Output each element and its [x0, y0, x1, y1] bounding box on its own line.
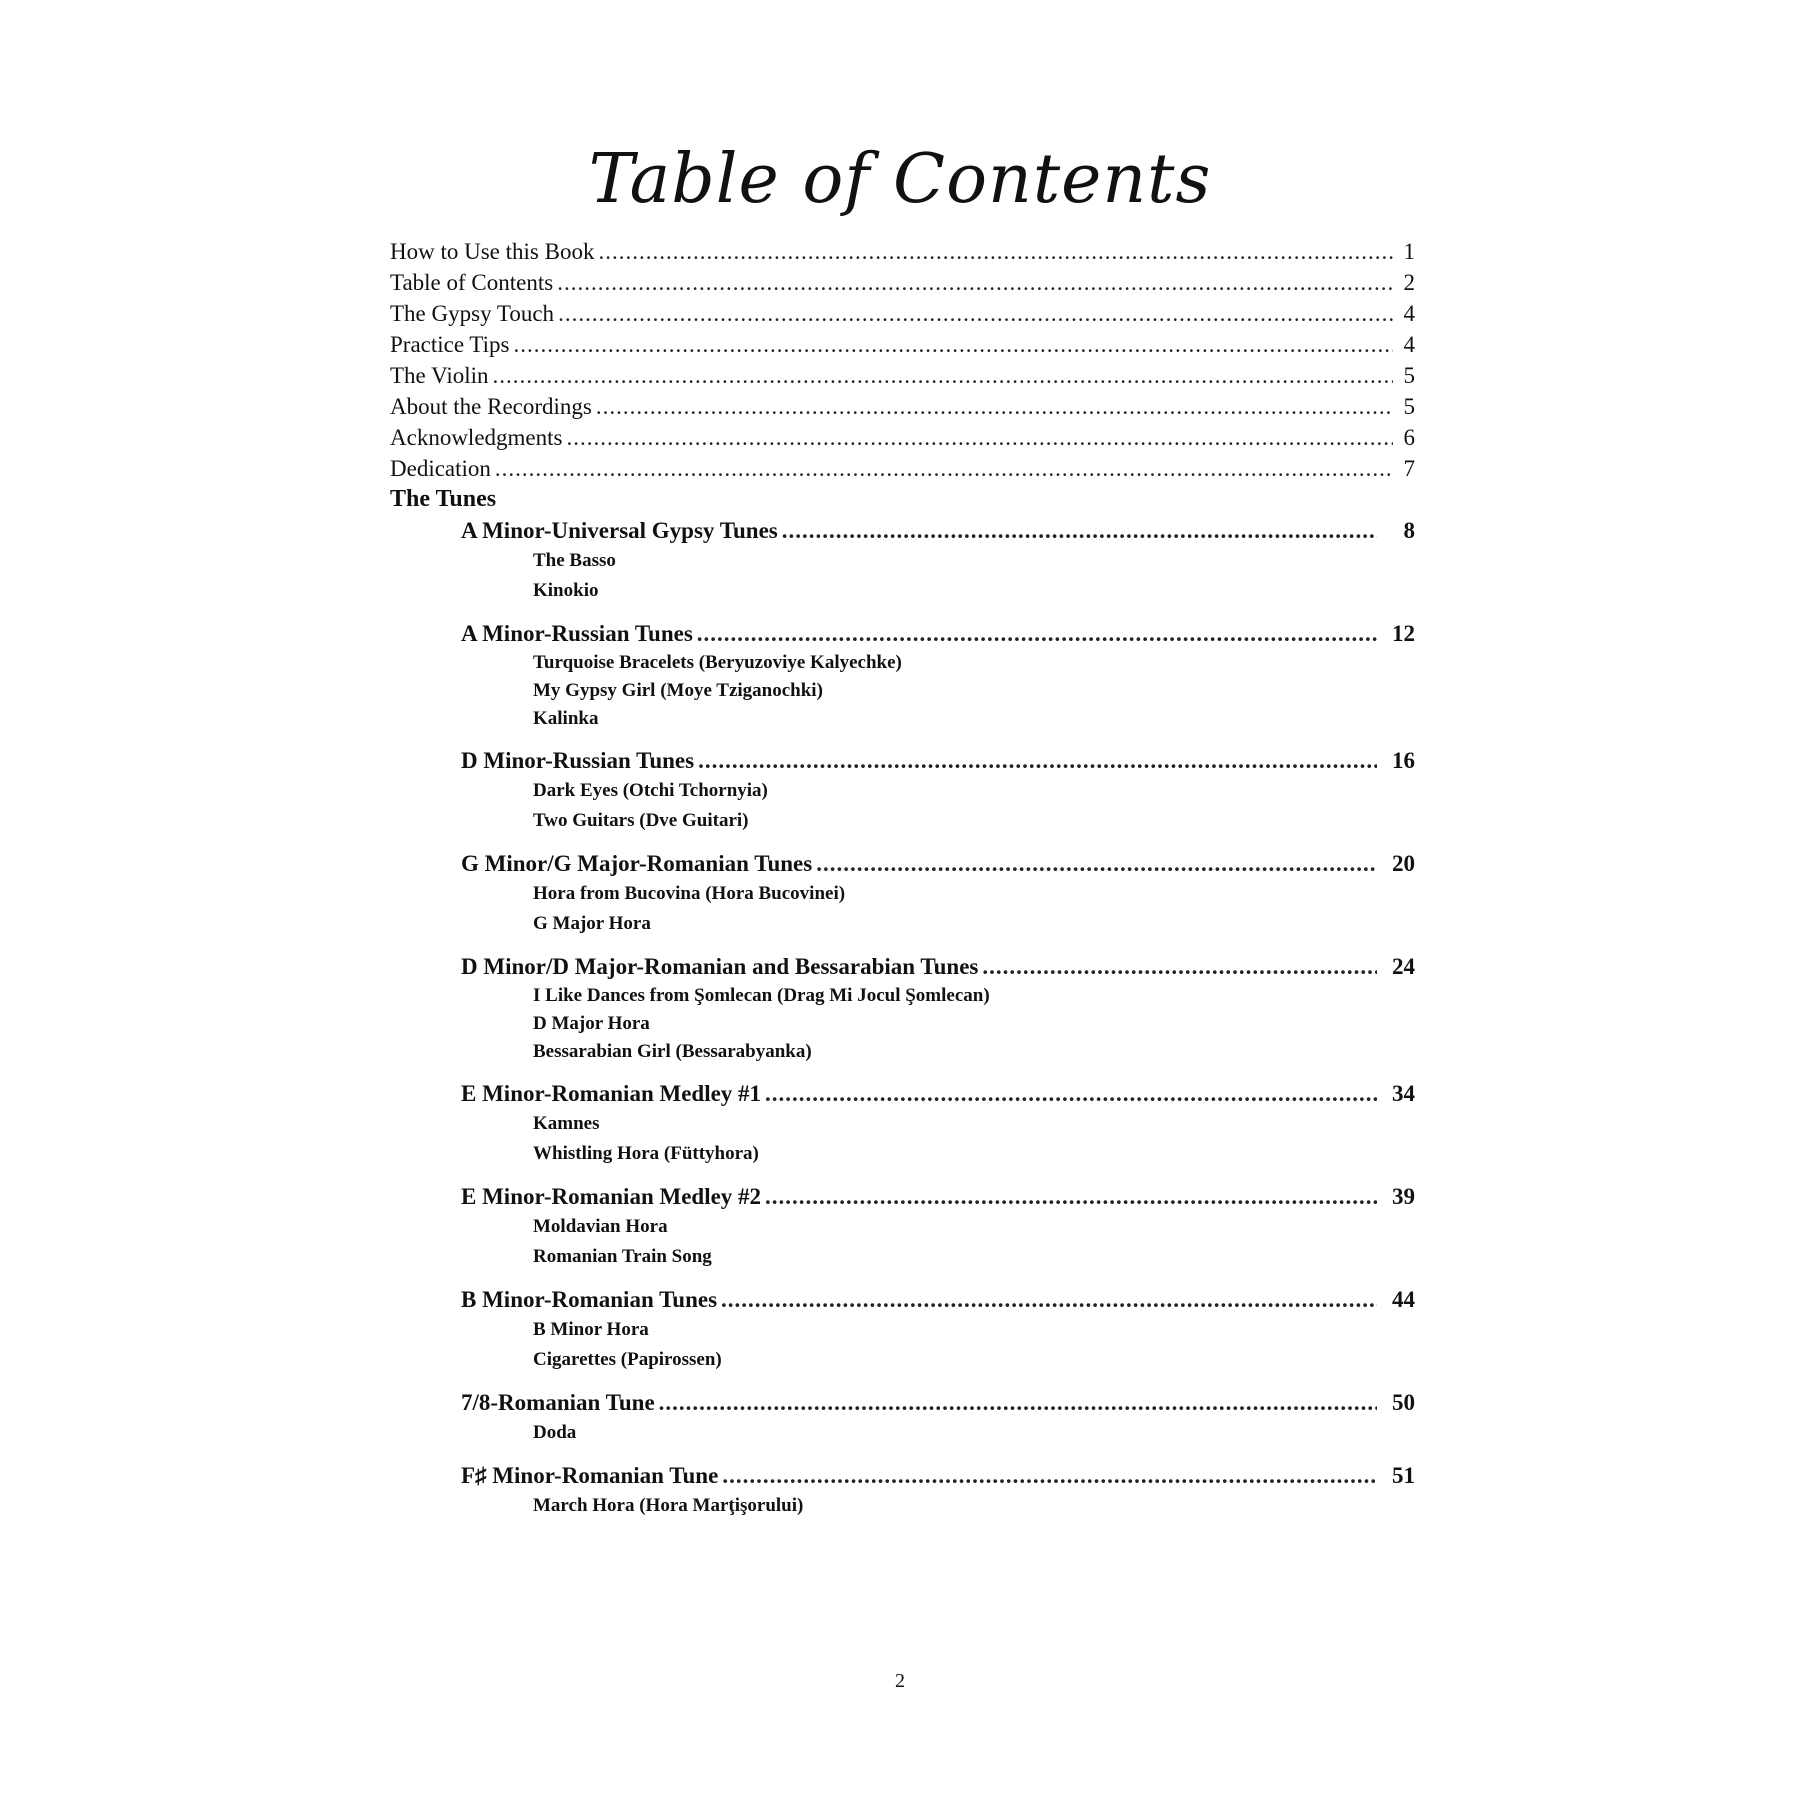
tune-group [461, 1284, 1415, 1375]
toc-entry-label: How to Use this Book [390, 239, 595, 264]
tune-group-page: 20 [1392, 851, 1415, 876]
toc-entry [390, 391, 1415, 422]
toc-entry [390, 298, 1415, 329]
leader-dots [765, 1078, 1377, 1109]
leader-dots [722, 1460, 1377, 1491]
tune-group-label: E Minor-Romanian Medley #2 [461, 1184, 762, 1209]
tune-title: Cigarettes (Papirossen) [533, 1349, 722, 1370]
tune-group-label: F♯ Minor-Romanian Tune [461, 1463, 719, 1488]
tune-group-heading [461, 515, 1415, 546]
tune-group-label: A Minor-Russian Tunes [461, 621, 693, 646]
tune-group-label: D Minor-Russian Tunes [461, 748, 695, 773]
toc-entry-page: 4 [1403, 301, 1415, 326]
toc-entry-page: 6 [1403, 425, 1415, 450]
leader-dots [558, 298, 1393, 329]
tune-group-heading [461, 745, 1415, 776]
tune-group [461, 745, 1415, 836]
tune-title: My Gypsy Girl (Moye Tziganochki) [533, 680, 823, 701]
tune-group-page: 50 [1392, 1390, 1415, 1415]
tune-group-page: 8 [1403, 518, 1415, 543]
tune-title: B Minor Hora [533, 1319, 649, 1340]
tune-group-heading [461, 1078, 1415, 1109]
leader-dots [659, 1387, 1377, 1418]
tune-group-heading [461, 1387, 1415, 1418]
page-title: Table of Contents [588, 140, 1212, 219]
toc-entry-page: 1 [1403, 239, 1415, 264]
leader-dots [697, 618, 1377, 649]
toc-entry [390, 329, 1415, 360]
tune-title: Whistling Hora (Füttyhora) [533, 1143, 759, 1164]
table-of-contents [390, 236, 1415, 1533]
leader-dots [513, 329, 1393, 360]
tune-group-page: 12 [1392, 621, 1415, 646]
tune-group-page: 24 [1392, 954, 1415, 979]
tune-group-page: 51 [1392, 1463, 1415, 1488]
tune-title: I Like Dances from Şomlecan (Drag Mi Jocul Şomlecan) [533, 985, 990, 1006]
tune-title: Turquoise Bracelets (Beryuzoviye Kalyechke) [533, 652, 902, 673]
tune-title: Bessarabian Girl (Bessarabyanka) [533, 1041, 812, 1062]
tune-title: Kamnes [533, 1113, 600, 1134]
tune-group-heading [461, 1460, 1415, 1491]
toc-entry-label: About the Recordings [390, 394, 592, 419]
tune-group [461, 1181, 1415, 1272]
tune-title: Moldavian Hora [533, 1216, 668, 1237]
leader-dots [566, 422, 1393, 453]
tune-group [461, 515, 1415, 606]
tune-group-heading [461, 848, 1415, 879]
toc-entry-page: 4 [1403, 332, 1415, 357]
toc-entry-label: The Gypsy Touch [390, 301, 555, 326]
page-number: 2 [895, 1670, 905, 1692]
tune-groups [390, 515, 1415, 1521]
leader-dots [495, 453, 1393, 484]
leader-dots [598, 236, 1393, 267]
tune-group [461, 951, 1415, 1066]
leader-dots [765, 1181, 1377, 1212]
tune-group-heading [461, 1181, 1415, 1212]
section-heading: The Tunes [390, 486, 497, 512]
tune-group-label: A Minor-Universal Gypsy Tunes [461, 518, 778, 543]
leader-dots [557, 267, 1393, 298]
tune-group-page: 16 [1392, 748, 1415, 773]
leader-dots [721, 1284, 1377, 1315]
tune-title: Dark Eyes (Otchi Tchornyia) [533, 780, 768, 801]
tune-group-label: E Minor-Romanian Medley #1 [461, 1081, 762, 1106]
intro-list [390, 236, 1415, 484]
tune-title: The Basso [533, 550, 616, 571]
toc-entry-label: Practice Tips [390, 332, 510, 357]
leader-dots [816, 848, 1377, 879]
tune-group-heading [461, 1284, 1415, 1315]
tune-group-label: B Minor-Romanian Tunes [461, 1287, 718, 1312]
tune-group-page: 39 [1392, 1184, 1415, 1209]
leader-dots [493, 360, 1394, 391]
toc-entry-page: 5 [1403, 394, 1415, 419]
toc-entry [390, 453, 1415, 484]
toc-entry [390, 236, 1415, 267]
tune-group [461, 1387, 1415, 1448]
toc-entry [390, 360, 1415, 391]
tune-group-label: 7/8-Romanian Tune [461, 1390, 655, 1415]
tune-title: Kinokio [533, 580, 599, 601]
tune-title: Hora from Bucovina (Hora Bucovinei) [533, 883, 846, 904]
tune-group [461, 848, 1415, 939]
leader-dots [596, 391, 1393, 422]
toc-entry-label: Dedication [390, 456, 491, 481]
toc-entry-page: 5 [1403, 363, 1415, 388]
tune-title: G Major Hora [533, 913, 651, 934]
toc-entry-page: 7 [1403, 456, 1415, 481]
leader-dots [782, 515, 1377, 546]
tune-group-page: 34 [1392, 1081, 1415, 1106]
toc-entry [390, 267, 1415, 298]
tune-group-page: 44 [1392, 1287, 1415, 1312]
tune-group [461, 1460, 1415, 1521]
leader-dots [698, 745, 1377, 776]
tune-group-label: D Minor/D Major-Romanian and Bessarabian Tunes [461, 954, 979, 979]
tune-group [461, 1078, 1415, 1169]
tune-title: Romanian Train Song [533, 1246, 712, 1267]
tune-title: Two Guitars (Dve Guitari) [533, 810, 749, 831]
tune-title: Doda [533, 1422, 577, 1443]
toc-entry-page: 2 [1403, 270, 1415, 295]
leader-dots [982, 951, 1377, 982]
tune-title: Kalinka [533, 708, 599, 729]
toc-entry-label: Acknowledgments [390, 425, 563, 450]
tune-group-label: G Minor/G Major-Romanian Tunes [461, 851, 813, 876]
toc-entry-label: Table of Contents [390, 270, 554, 295]
tune-group-heading [461, 951, 1415, 982]
toc-entry-label: The Violin [390, 363, 489, 388]
tune-group [461, 618, 1415, 733]
tune-title: D Major Hora [533, 1013, 650, 1034]
tune-group-heading [461, 618, 1415, 649]
tune-title: March Hora (Hora Marţişorului) [533, 1495, 804, 1516]
toc-entry [390, 422, 1415, 453]
